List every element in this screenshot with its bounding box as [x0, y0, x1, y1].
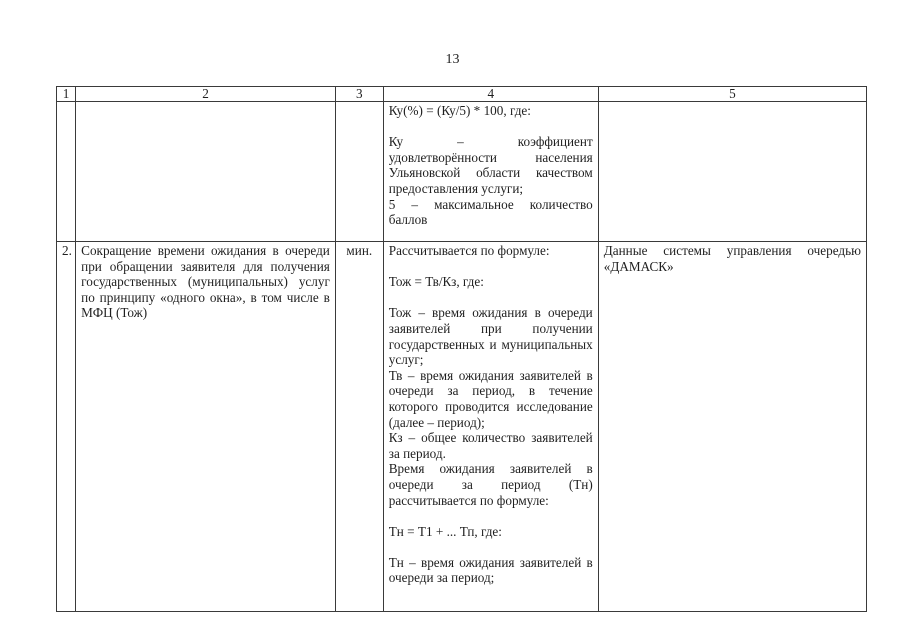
indicator-cell	[76, 102, 336, 242]
column-header: 4	[383, 87, 598, 102]
indicators-table	[56, 86, 867, 612]
column-header: 5	[598, 87, 866, 102]
method-cell	[383, 242, 598, 612]
method-line: Тн – время ожидания заявителей в очереди за период;	[388, 554, 593, 586]
method-line: Время ожидания заявителей в очереди за период (Тн) рассчитывается по формуле:	[388, 461, 593, 508]
formula-line: Тож = Тв/Кз, где:	[388, 274, 484, 290]
column-header: 2	[76, 87, 336, 102]
table-row	[57, 102, 867, 242]
method-line: Кз – общее количество заявителей за период.	[388, 430, 593, 461]
row-number: 2.	[57, 242, 76, 612]
page-number: 13	[445, 52, 460, 67]
method-line: Ку – коэффициент удовлетворённости населения Ульяновской области качеством предоставления услуги;	[388, 134, 593, 196]
blank-line	[389, 259, 593, 275]
indicator-cell: Сокращение времени ожидания в очереди при обращении заявителя для получения государственных (муниципальных) услуг по принципу «одного окна», в том числе в МФЦ (Тож)	[76, 242, 336, 612]
method-line: Тож – время ожидания в очереди заявителей при получении государственных и муниципальных услуг;	[388, 305, 593, 368]
blank-line	[389, 539, 593, 555]
method-line: Рассчитывается по формуле:	[388, 243, 550, 258]
source-cell: Данные системы управления очередью «ДАМАСК»	[598, 242, 866, 612]
method-line: Тв – время ожидания заявителей в очереди за период, в течение которого проводится исследование (далее – период);	[388, 367, 593, 430]
blank-line	[389, 508, 593, 524]
unit-cell: мин.	[335, 242, 383, 612]
source-cell	[598, 102, 866, 242]
method-line: 5 – максимальное количество баллов	[388, 196, 593, 228]
row-number	[57, 102, 76, 242]
column-header: 1	[57, 87, 76, 102]
blank-line	[389, 119, 593, 135]
method-cell	[383, 102, 598, 242]
formula-line: Тн = Т1 + ... Тп, где:	[388, 523, 502, 539]
table-header-row	[57, 87, 867, 102]
column-header: 3	[335, 87, 383, 102]
table-row	[57, 242, 867, 612]
unit-cell	[335, 102, 383, 242]
method-line: Ку(%) = (Ку/5) * 100, где:	[388, 103, 531, 118]
blank-line	[389, 290, 593, 306]
